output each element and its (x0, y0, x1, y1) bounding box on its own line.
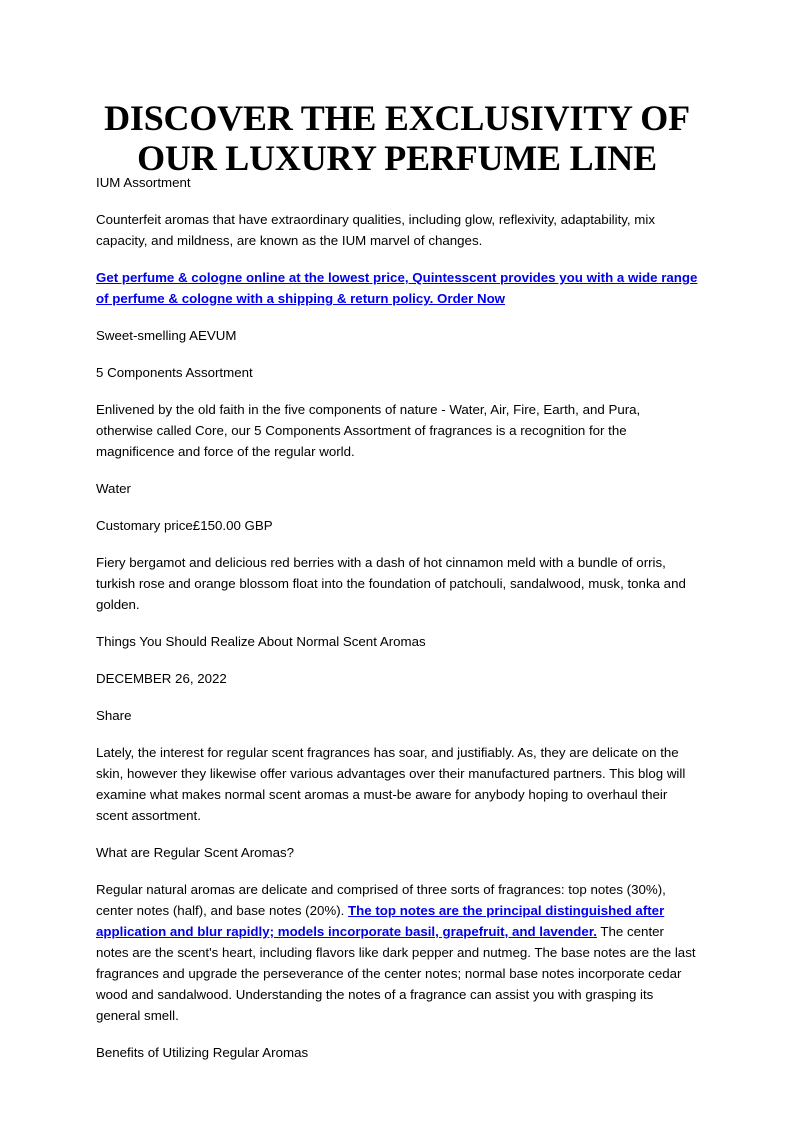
paragraph-blog-intro: Lately, the interest for regular scent fragrances has soar, and justifiably. As, they are delicate on the skin, however they likewise offer various advantages over their manufactured partners. This blog will examine what makes normal scent aromas a must-be aware for anybody hoping to overhaul their scent assortment. (96, 745, 686, 823)
paragraph-water-notes: Fiery bergamot and delicious red berries with a dash of hot cinnamon meld with a bundle of orris, turkish rose and orange blossom float into the foundation of patchouli, sandalwood, musk, tonka and golden. (96, 555, 686, 612)
product-name-water: Water (96, 481, 131, 496)
section-heading-aevum: Sweet-smelling AEVUM (96, 328, 237, 343)
scent-notes-text-before: Regular natural aromas are delicate and comprised of three sorts of fragrances: top notes (30%), center notes (half), and base notes (20%). (96, 882, 666, 918)
top-notes-link[interactable]: The top notes are the principal distinguished after application and blur rapidly; models incorporate basil, grapefruit, and lavender. (96, 903, 665, 939)
section-heading-benefits: Benefits of Utilizing Regular Aromas (96, 1045, 309, 1060)
paragraph-ium-description: Counterfeit aromas that have extraordinary qualities, including glow, reflexivity, adaptability, mix capacity, and mildness, are known as the IUM marvel of changes. (96, 212, 655, 248)
section-heading-what-are-regular-aromas: What are Regular Scent Aromas? (96, 845, 295, 860)
product-price: Customary price£150.00 GBP (96, 518, 273, 533)
scent-notes-text-after: The center notes are the scent's heart, including flavors like dark pepper and nutmeg. The base notes are the last fragrances and upgrade the perseverance of the center notes; normal base notes incorporate cedar wood and sandalwood. Understanding the notes of a fragrance can assist you with grasping its general smell. (96, 924, 696, 1023)
blog-date: DECEMBER 26, 2022 (96, 671, 227, 686)
section-heading-5-components: 5 Components Assortment (96, 365, 253, 380)
promo-order-link[interactable]: Get perfume & cologne online at the lowest price, Quintesscent provides you with a wide range of perfume & cologne with a shipping & return policy. Order Now (96, 270, 698, 306)
share-label: Share (96, 708, 132, 723)
page-title-line-1: DISCOVER THE EXCLUSIVITY OF (104, 98, 690, 138)
page-title-line-2: OUR LUXURY PERFUME LINE (137, 138, 657, 178)
blog-title: Things You Should Realize About Normal Scent Aromas (96, 634, 426, 649)
page-title (96, 98, 698, 178)
document-page (96, 98, 698, 1079)
paragraph-5-components-description: Enlivened by the old faith in the five components of nature - Water, Air, Fire, Earth, and Pura, otherwise called Core, our 5 Components Assortment of fragrances is a recognition for the magnificence and force of the regular world. (96, 402, 641, 459)
section-heading-ium-assortment: IUM Assortment (96, 175, 191, 190)
paragraph-scent-notes (96, 879, 698, 1026)
paragraph-promo (96, 267, 698, 309)
